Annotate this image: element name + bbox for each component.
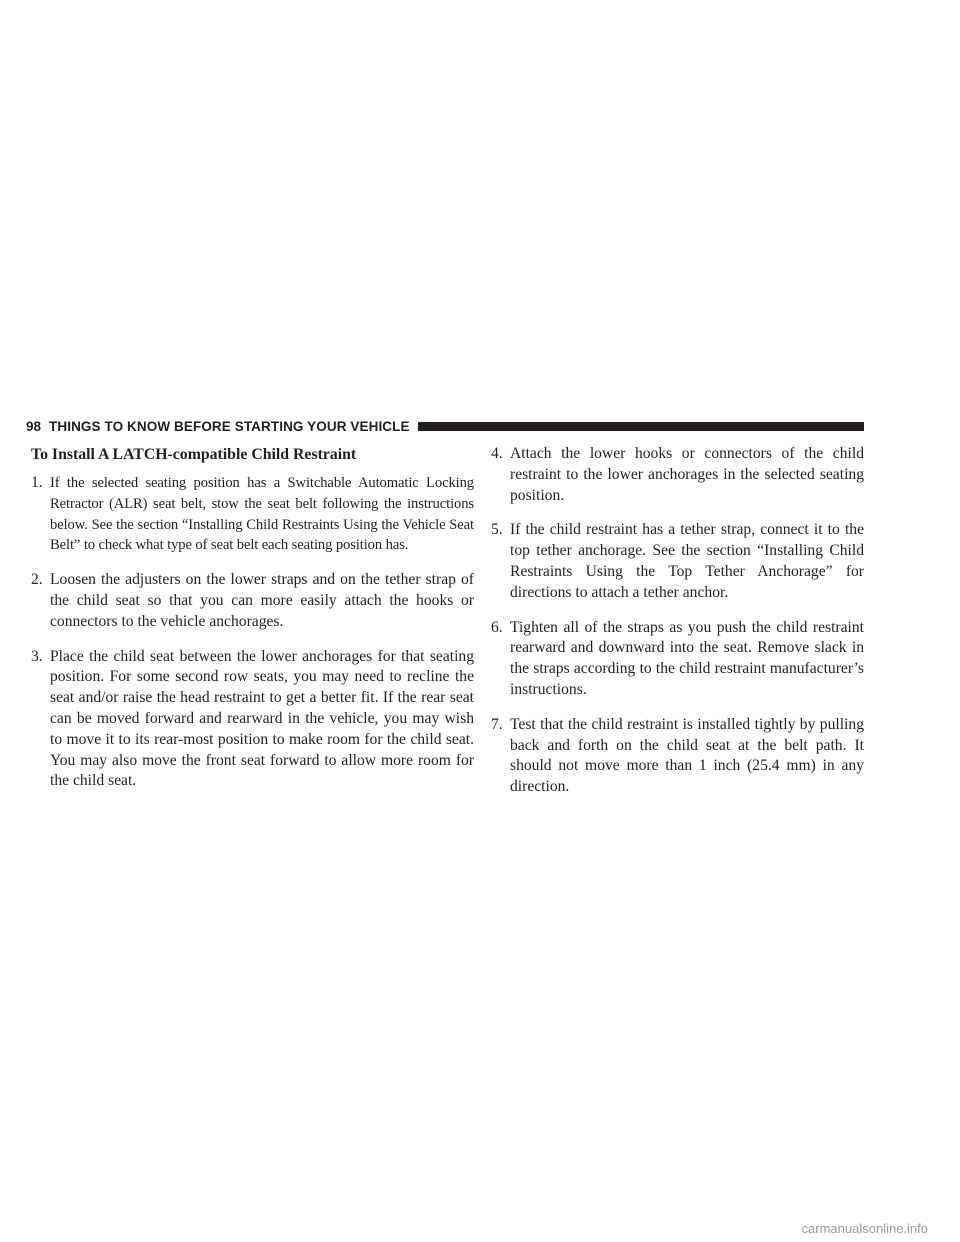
step-number: 6. [491,618,503,636]
section-title: THINGS TO KNOW BEFORE STARTING YOUR VEHICLE [49,418,410,434]
page-number: 98 [26,418,42,434]
left-column [31,444,474,806]
step-1 [31,473,474,556]
step-text: Tighten all of the straps as you push the child restraint rearward and downward into the seat. Remove slack in the straps according to the child restraint manufacturer’s instructions. [510,618,864,698]
step-6 [491,618,864,701]
step-5 [491,520,864,603]
footer-watermark: carmanualsonline.info [801,1221,928,1236]
step-text: Place the child seat between the lower anchorages for that seating position. For some second row seats, you may need to recline the seat and/or raise the head restraint to get a better fit. If the rear seat can be moved forward and rearward in the vehicle, you may wish to move it to its rear-most position to make room for the child seat. You may also move the front seat forward to allow more room for the child seat. [50,647,474,790]
header-rule [418,422,864,431]
step-text: If the selected seating position has a Switchable Automatic Locking Retractor (ALR) seat belt, stow the seat belt following the instructions below. See the section “Installing Child Restraints Using the Vehicle Seat Belt” to check what type of seat belt each seating position has. [50,475,474,554]
step-7 [491,715,864,798]
step-text: Attach the lower hooks or connectors of the child restraint to the lower anchorages in the selected seating position. [510,445,864,504]
step-text: Test that the child restraint is installed tightly by pulling back and forth on the child seat at the belt path. It should not move more than 1 inch (25.4 mm) in any direction. [510,715,864,796]
step-text: Loosen the adjusters on the lower straps and on the tether strap of the child seat so that you can more easily attach the hooks or connectors to the vehicle anchorages. [50,571,474,630]
step-number: 4. [491,445,503,462]
step-number: 5. [491,521,503,539]
step-number: 1. [31,474,43,491]
subheading: To Install A LATCH-compatible Child Restraint [31,446,357,463]
step-2 [31,570,474,632]
step-number: 3. [31,647,43,665]
right-column [491,444,864,812]
step-4 [491,444,864,506]
page-header [26,416,864,436]
step-text: If the child restraint has a tether strap, connect it to the top tether anchorage. See the section “Installing Child Restraints Using the Top Tether Anchorage” for directions to attach a tether anchor. [510,521,864,601]
step-number: 2. [31,571,43,589]
step-number: 7. [491,715,503,733]
step-3 [31,647,474,793]
